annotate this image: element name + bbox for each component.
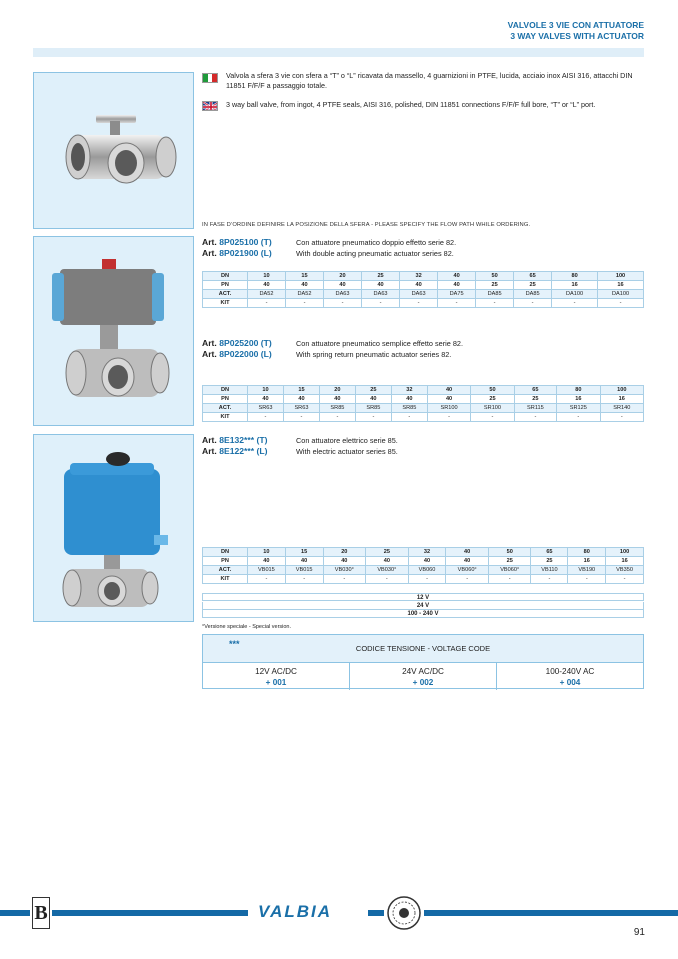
voltage-option-code: + 004 <box>559 678 581 687</box>
spec-cell: 50 <box>476 272 514 281</box>
spec-cell: - <box>446 575 489 584</box>
spec-cell: 50 <box>488 548 531 557</box>
spec-row-label: KIT <box>203 575 248 584</box>
spec-cell: 40 <box>438 281 476 290</box>
spec-row-label: KIT <box>203 413 248 422</box>
spec-cell: - <box>391 413 427 422</box>
spec-row-dn <box>203 548 644 557</box>
spec-cell: 40 <box>248 557 286 566</box>
voltage-code-header <box>203 635 643 663</box>
spec-row-act <box>203 290 644 299</box>
spec-cell: 16 <box>606 557 644 566</box>
art-label: Art. <box>202 435 217 445</box>
spec-cell: 65 <box>514 386 556 395</box>
spec-table-3 <box>202 547 644 584</box>
italian-flag-icon <box>202 73 218 83</box>
spec-row-kit <box>203 299 644 308</box>
spec-cell: - <box>471 413 514 422</box>
spec-cell: 16 <box>568 557 606 566</box>
footer-line-left <box>0 910 30 916</box>
article-code: 8P021900 (L) <box>219 248 272 258</box>
spec-cell: - <box>323 575 366 584</box>
spec-row-label: KIT <box>203 299 248 308</box>
spec-cell: VB060° <box>488 566 531 575</box>
spec-cell: - <box>427 413 470 422</box>
spec-cell: 10 <box>248 386 284 395</box>
voltage-option-code: + 001 <box>265 678 287 687</box>
spec-cell: VB030° <box>366 566 409 575</box>
electric-actuated-valve-image <box>34 435 193 621</box>
electric-valve-photo-box <box>33 434 194 622</box>
voltage-code-options <box>203 663 643 690</box>
valve-photo-box <box>33 72 194 229</box>
spec-cell: SR140 <box>600 404 643 413</box>
intro-text-it: Valvola a sfera 3 vie con sfera a “T” o “L” ricavata da massello, 4 guarnizioni in PTFE, lucida, acciaio inox AISI 316, attacchi DIN 11851 F/F/F a passaggio totale. <box>226 71 633 90</box>
spec-cell: DA63 <box>400 290 438 299</box>
top-band <box>33 48 644 57</box>
spec-cell: - <box>285 575 323 584</box>
spec-cell: - <box>606 575 644 584</box>
art-label: Art. <box>202 349 217 359</box>
spec-cell: - <box>248 575 286 584</box>
spec-cell: 20 <box>324 272 362 281</box>
spec-row-label: ACT. <box>203 404 248 413</box>
article-code: 8E122*** (L) <box>219 446 268 456</box>
spec-row-act <box>203 566 644 575</box>
description-it: Con attuatore pneumatico doppio effetto serie 82. <box>296 238 457 247</box>
spec-row-dn <box>203 386 644 395</box>
spec-cell: SR85 <box>391 404 427 413</box>
spec-cell: 40 <box>438 272 476 281</box>
voltage-row-100-240v: 100 - 240 V <box>202 610 644 618</box>
spec-cell: 40 <box>286 281 324 290</box>
voltage-option-code: + 002 <box>412 678 434 687</box>
art-label: Art. <box>202 338 217 348</box>
page-number: 91 <box>633 927 645 938</box>
spec-cell: 25 <box>476 281 514 290</box>
spec-cell: - <box>400 299 438 308</box>
spec-row-dn <box>203 272 644 281</box>
spec-cell: 40 <box>319 395 355 404</box>
uk-flag-icon <box>202 101 218 111</box>
spec-cell: 80 <box>568 548 606 557</box>
spec-row-label: ACT. <box>203 566 248 575</box>
spec-cell: 40 <box>400 281 438 290</box>
spec-cell: 16 <box>598 281 644 290</box>
spec-row-pn <box>203 395 644 404</box>
description-en: With electric actuator series 85. <box>296 447 398 456</box>
spec-cell: VB015 <box>248 566 286 575</box>
spec-cell: VB110 <box>531 566 568 575</box>
article-description-2 <box>296 338 463 360</box>
spec-cell: - <box>283 413 319 422</box>
spec-cell: 40 <box>408 557 446 566</box>
spec-cell: VB190 <box>568 566 606 575</box>
spec-cell: - <box>248 299 286 308</box>
footer-line-mid <box>52 910 248 916</box>
page-header <box>508 20 644 42</box>
spec-cell: 40 <box>366 557 409 566</box>
article-codes-2 <box>202 338 272 360</box>
spec-cell: 100 <box>600 386 643 395</box>
spec-cell: SR63 <box>283 404 319 413</box>
spec-cell: 100 <box>598 272 644 281</box>
article-description-1 <box>296 237 456 259</box>
spec-row-kit <box>203 413 644 422</box>
spec-cell: DA100 <box>552 290 598 299</box>
voltage-row-24v: 24 V <box>202 602 644 610</box>
voltage-code-box <box>202 634 644 689</box>
spec-cell: DA85 <box>476 290 514 299</box>
spec-cell: 65 <box>514 272 552 281</box>
footer-line-right <box>424 910 678 916</box>
spec-cell: 40 <box>362 281 400 290</box>
voltage-option <box>497 663 643 690</box>
spec-cell: DA85 <box>514 290 552 299</box>
spec-cell: VB060 <box>408 566 446 575</box>
spec-cell: - <box>568 575 606 584</box>
voltage-option-label: 24V AC/DC <box>402 667 444 676</box>
spec-row-label: PN <box>203 557 248 566</box>
spec-cell: 32 <box>391 386 427 395</box>
pneumatic-valve-photo-box <box>33 236 194 426</box>
spec-cell: 16 <box>557 395 600 404</box>
spec-cell: VB350 <box>606 566 644 575</box>
spec-cell: 40 <box>248 281 286 290</box>
article-description-3 <box>296 435 398 457</box>
spec-cell: DA63 <box>362 290 400 299</box>
spec-cell: SR100 <box>471 404 514 413</box>
voltage-code-title: CODICE TENSIONE - VOLTAGE CODE <box>355 644 491 653</box>
description-en: With double acting pneumatic actuator series 82. <box>296 249 454 258</box>
footer-line-small <box>368 910 384 916</box>
spec-cell: 15 <box>286 272 324 281</box>
spec-table-1 <box>202 271 644 308</box>
spec-cell: 16 <box>552 281 598 290</box>
description-it: Con attuatore pneumatico semplice effetto serie 82. <box>296 339 463 348</box>
voltage-option <box>350 663 497 690</box>
article-code: 8P025100 (T) <box>219 237 272 247</box>
spec-row-label: PN <box>203 281 248 290</box>
spec-cell: - <box>476 299 514 308</box>
spec-cell: 25 <box>488 557 531 566</box>
voltage-row-12v: 12 V <box>202 593 644 601</box>
spec-cell: SR63 <box>248 404 284 413</box>
voltage-option <box>203 663 350 690</box>
spec-cell: - <box>408 575 446 584</box>
group-logo-letter: B <box>34 902 48 924</box>
header-title-en: 3 WAY VALVES WITH ACTUATOR <box>510 31 644 41</box>
spec-cell: 100 <box>606 548 644 557</box>
certification-seal-icon <box>386 895 422 931</box>
spec-cell: - <box>514 299 552 308</box>
spec-cell: - <box>488 575 531 584</box>
spec-row-kit <box>203 575 644 584</box>
three-way-valve-image <box>34 73 193 228</box>
spec-cell: SR85 <box>355 404 391 413</box>
spec-cell: 40 <box>283 395 319 404</box>
spec-cell: 40 <box>285 557 323 566</box>
spec-cell: VB030° <box>323 566 366 575</box>
spec-cell: 20 <box>323 548 366 557</box>
spec-cell: DA75 <box>438 290 476 299</box>
spec-cell: 15 <box>283 386 319 395</box>
order-note: IN FASE D’ORDINE DEFINIRE LA POSIZIONE DELLA SFERA - PLEASE SPECIFY THE FLOW PATH WHILE ORDERING. <box>202 222 531 228</box>
spec-cell: 25 <box>471 395 514 404</box>
spec-cell: 80 <box>557 386 600 395</box>
art-label: Art. <box>202 248 217 258</box>
article-code: 8E132*** (T) <box>219 435 268 445</box>
spec-cell: DA52 <box>286 290 324 299</box>
spec-cell: 40 <box>427 386 470 395</box>
spec-cell: DA52 <box>248 290 286 299</box>
spec-cell: SR85 <box>319 404 355 413</box>
art-label: Art. <box>202 446 217 456</box>
spec-cell: - <box>362 299 400 308</box>
spec-cell: 25 <box>514 281 552 290</box>
spec-row-label: DN <box>203 272 248 281</box>
intro-text-en: 3 way ball valve, from ingot, 4 PTFE seals, AISI 316, polished, DIN 11851 connections F/F/F full bore, “T” or “L” port. <box>226 100 596 109</box>
spec-row-label: DN <box>203 548 248 557</box>
spec-table-2 <box>202 385 644 422</box>
spec-cell: 32 <box>408 548 446 557</box>
spec-cell: 25 <box>362 272 400 281</box>
spec-row-label: PN <box>203 395 248 404</box>
spec-cell: - <box>557 413 600 422</box>
brand-logo: VALBIA <box>258 902 333 921</box>
spec-cell: - <box>355 413 391 422</box>
spec-row-act <box>203 404 644 413</box>
special-version-note: °Versione speciale - Special version. <box>202 624 292 630</box>
spec-cell: - <box>514 413 556 422</box>
spec-cell: 16 <box>600 395 643 404</box>
spec-cell: 80 <box>552 272 598 281</box>
spec-cell: - <box>286 299 324 308</box>
spec-cell: 40 <box>248 395 284 404</box>
spec-cell: - <box>438 299 476 308</box>
spec-cell: 50 <box>471 386 514 395</box>
spec-cell: - <box>248 413 284 422</box>
group-logo <box>32 897 50 929</box>
spec-cell: DA100 <box>598 290 644 299</box>
spec-cell: 15 <box>285 548 323 557</box>
spec-cell: VB060° <box>446 566 489 575</box>
spec-cell: 32 <box>400 272 438 281</box>
spec-row-pn <box>203 281 644 290</box>
spec-cell: 40 <box>323 557 366 566</box>
article-code: 8P022000 (L) <box>219 349 272 359</box>
spec-cell: 10 <box>248 272 286 281</box>
spec-row-pn <box>203 557 644 566</box>
spec-cell: 40 <box>446 557 489 566</box>
spec-cell: 25 <box>531 557 568 566</box>
spec-cell: 25 <box>366 548 409 557</box>
article-code: 8P025200 (T) <box>219 338 272 348</box>
article-codes-3 <box>202 435 267 457</box>
spec-cell: - <box>600 413 643 422</box>
spec-cell: - <box>319 413 355 422</box>
spec-cell: 40 <box>446 548 489 557</box>
spec-cell: 10 <box>248 548 286 557</box>
spec-cell: - <box>366 575 409 584</box>
spec-cell: SR100 <box>427 404 470 413</box>
spec-cell: 20 <box>319 386 355 395</box>
spec-cell: - <box>324 299 362 308</box>
description-it: Con attuatore elettrico serie 85. <box>296 436 398 445</box>
voltage-code-stars: *** <box>229 639 240 649</box>
spec-row-label: DN <box>203 386 248 395</box>
article-codes-1 <box>202 237 272 259</box>
spec-cell: 40 <box>355 395 391 404</box>
art-label: Art. <box>202 237 217 247</box>
spec-cell: SR125 <box>557 404 600 413</box>
spec-cell: DA63 <box>324 290 362 299</box>
spec-cell: 65 <box>531 548 568 557</box>
description-en: With spring return pneumatic actuator series 82. <box>296 350 452 359</box>
spec-cell: 40 <box>427 395 470 404</box>
spec-cell: 40 <box>324 281 362 290</box>
spec-cell: 25 <box>355 386 391 395</box>
spec-cell: VB015 <box>285 566 323 575</box>
pneumatic-actuated-valve-image <box>34 237 193 425</box>
voltage-option-label: 100-240V AC <box>545 667 595 676</box>
spec-cell: 40 <box>391 395 427 404</box>
spec-cell: 25 <box>514 395 556 404</box>
spec-cell: - <box>598 299 644 308</box>
header-title-it: VALVOLE 3 VIE CON ATTUATORE <box>507 20 644 30</box>
spec-row-label: ACT. <box>203 290 248 299</box>
spec-cell: - <box>552 299 598 308</box>
voltage-option-label: 12V AC/DC <box>255 667 297 676</box>
spec-cell: SR115 <box>514 404 556 413</box>
spec-cell: - <box>531 575 568 584</box>
